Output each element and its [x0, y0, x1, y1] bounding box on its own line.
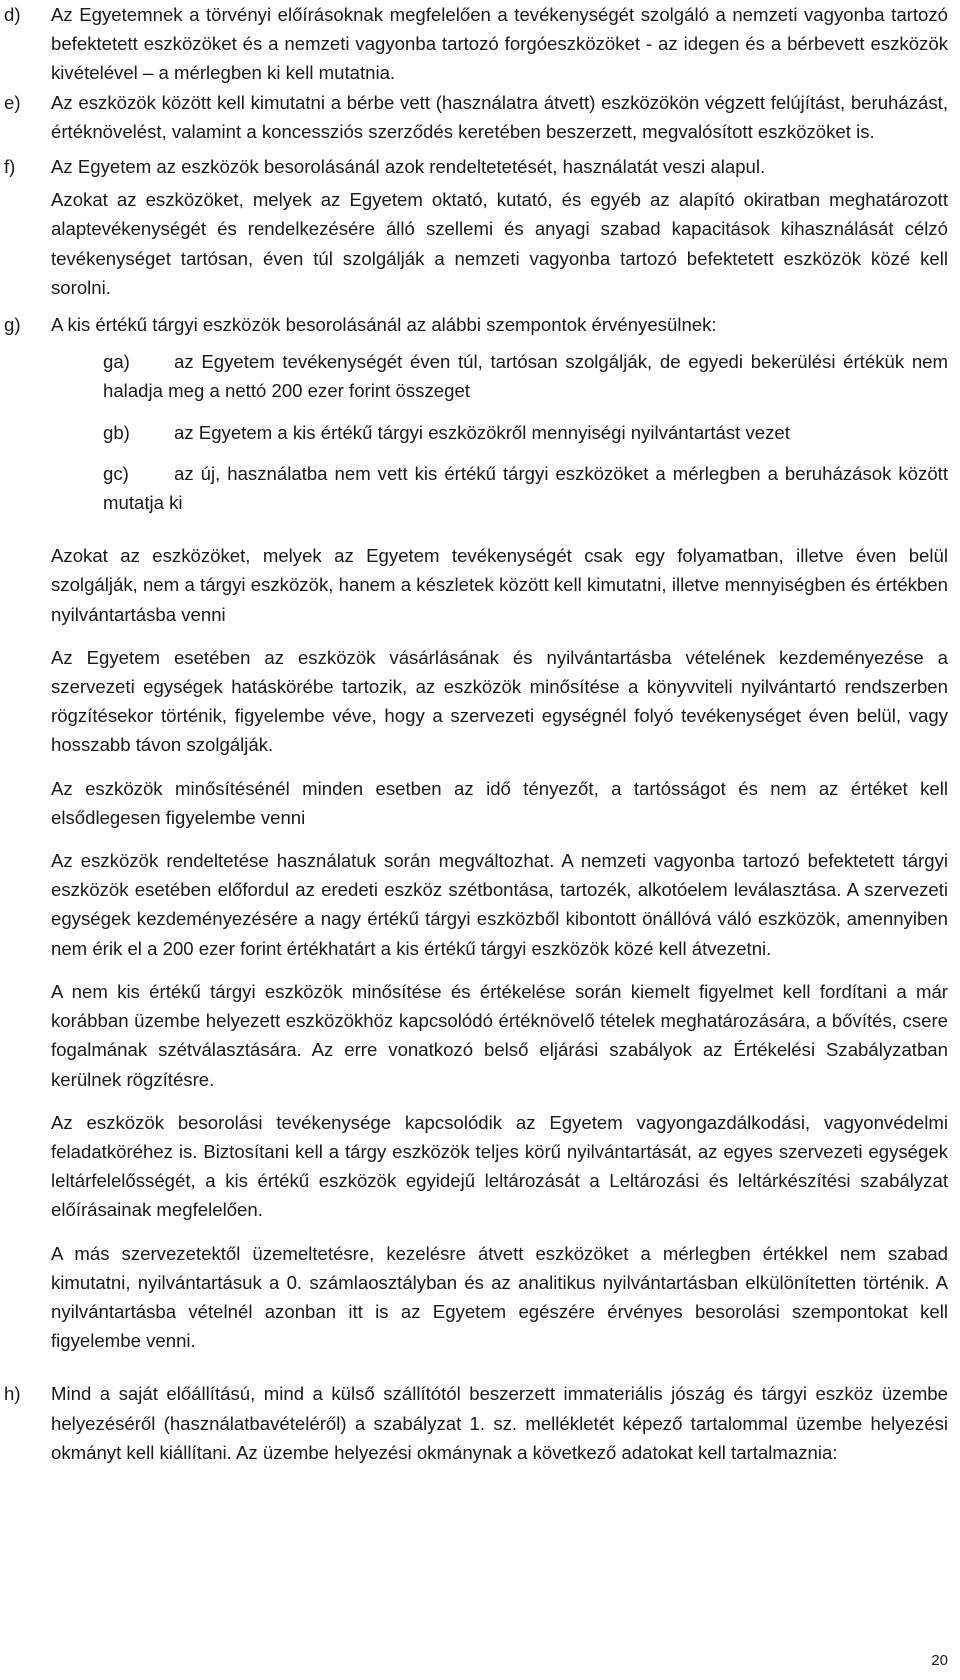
page-number: 20	[931, 1652, 948, 1669]
sub-item-gb	[103, 418, 948, 447]
sub-label: ga)	[103, 351, 130, 373]
item-marker: f)	[4, 156, 16, 178]
sub-text: az új, használatba nem vett kis értékű tárgyi eszközöket a mérlegben a beruházások között mutatja ki	[103, 462, 948, 514]
sub-label: gc)	[103, 462, 129, 484]
item-e	[4, 88, 948, 146]
sub-item-gc	[103, 459, 948, 517]
item-f	[4, 152, 948, 302]
item-paragraph: Az eszközök minősítésénél minden esetben az idő tényezőt, a tartósságot és nem az értéket kell elsődlegesen figyelembe venni	[51, 777, 948, 828]
item-d	[4, 0, 948, 88]
sub-list	[51, 347, 948, 517]
item-text: Az eszközök között kell kimutatni a bérbe vett (használatra átvett) eszközökön végzett felújítást, beruházást, értéknövelést, valamint a koncessziós szerződés keretében beszerzett, megvalósított eszközöket is.	[51, 91, 948, 142]
item-text: Az Egyetem az eszközök besorolásánál azok rendeltetetését, használatát veszi alapul.	[51, 156, 766, 178]
sub-text: az Egyetem tevékenységét éven túl, tartósan szolgálják, de egyedi bekerülési értékük nem haladja meg a nettó 200 ezer forint összeget	[103, 351, 948, 402]
sub-item-ga	[103, 347, 948, 405]
item-paragraph: Azokat az eszközöket, melyek az Egyetem tevékenységét csak egy folyamatban, illetve éven belül szolgálják, nem a tárgyi eszközök, hanem a készletek között kell kimutatni, illetve mennyiségben és értékben nyilvántartásba venni	[51, 545, 948, 625]
document-page	[4, 0, 948, 1467]
sub-text: az Egyetem a kis értékű tárgyi eszközökről mennyiségi nyilvántartást vezet	[174, 421, 790, 443]
item-paragraph: A nem kis értékű tárgyi eszközök minősítése és értékelése során kiemelt figyelmet kell fordítani a már korábban üzembe helyezett eszközökhöz kapcsolódó értéknövelő tételek meghatározására, a bővítés, csere fogalmának szétválasztására. Az erre vonatkozó belső eljárási szabályok az Értékelési Szabályzatban kerülnek rögzítésre.	[51, 980, 948, 1090]
item-paragraph: Az eszközök rendeltetése használatuk során megváltozhat. A nemzeti vagyonba tartozó befektetett tárgyi eszközök esetében előfordul az eredeti eszköz szétbontása, tartozék, alkotóelem leválasztása. A szervezeti egységek kezdeményezésére a nagy értékű tárgyi eszközből kibontott önállóvá váló eszközök, amennyiben nem érik el a 200 ezer forint értékhatárt a kis értékű tárgyi eszközök közé kell átvezetni.	[51, 850, 948, 959]
item-marker: h)	[4, 1383, 21, 1405]
item-h	[4, 1379, 948, 1467]
item-text: A kis értékű tárgyi eszközök besorolásánál az alábbi szempontok érvényesülnek:	[51, 314, 717, 336]
item-g	[4, 310, 948, 1355]
item-paragraph: A más szervezetektől üzemeltetésre, kezelésre átvett eszközöket a mérlegben értékkel nem szabad kimutatni, nyilvántartásuk a 0. számlaosztályban és az analitikus nyilvántartásban elkülönítetten történik. A nyilvántartásba vételnél azonban itt is az Egyetem egészére érvényes besorolási szempontokat kell figyelembe venni.	[51, 1242, 948, 1352]
item-marker: d)	[4, 4, 21, 25]
item-marker: e)	[4, 91, 21, 113]
item-paragraph: Az eszközök besorolási tevékenysége kapcsolódik az Egyetem vagyongazdálkodási, vagyonvédelmi feladatköréhez is. Biztosítani kell a tárgy eszközök teljes körű nyilvántartását, az egyes szervezeti egységek leltárfelelősségét, a kis értékű eszközök egyidejű leltározását a Leltározási és leltárkészítési szabályzat előírásainak megfelelően.	[51, 1111, 948, 1221]
item-paragraph: Azokat az eszközöket, melyek az Egyetem oktató, kutató, és egyéb az alapító okiratban meghatározott alaptevékenységét és rendelkezésére álló szellemi és anyagi szabad kapacitások kihasználását célzó tevékenységet tartósan, éven túl szolgálják a nemzeti vagyonba tartozó befektetett eszközök közé kell sorolni.	[51, 189, 948, 298]
sub-label: gb)	[103, 421, 130, 443]
item-text: Mind a saját előállítású, mind a külső szállítótól beszerzett immateriális jószág és tárgyi eszköz üzembe helyezéséről (használatbavételéről) a szabályzat 1. sz. mellékletét képező tartalommal üzembe helyezési okmányt kell kiállítani. Az üzembe helyezési okmánynak a következő adatokat kell tartalmaznia:	[51, 1383, 948, 1463]
item-paragraph: Az Egyetem esetében az eszközök vásárlásának és nyilvántartásba vételének kezdeményezése a szervezeti egységek hatáskörébe tartozik, az eszközök minősítése a könyvviteli nyilvántartó rendszerben rögzítésekor történik, figyelembe véve, hogy a szervezeti egységnél folyó tevékenységet éven belül, vagy hosszabb távon szolgálják.	[51, 646, 948, 756]
item-marker: g)	[4, 314, 21, 336]
item-text: Az Egyetemnek a törvényi előírásoknak megfelelően a tevékenységét szolgáló a nemzeti vagyonba tartozó befektetett eszközöket és a nemzeti vagyonba tartozó forgóeszközöket - az idegen és a bérbevett eszközök kivételével – a mérlegben ki kell mutatnia.	[51, 4, 948, 84]
